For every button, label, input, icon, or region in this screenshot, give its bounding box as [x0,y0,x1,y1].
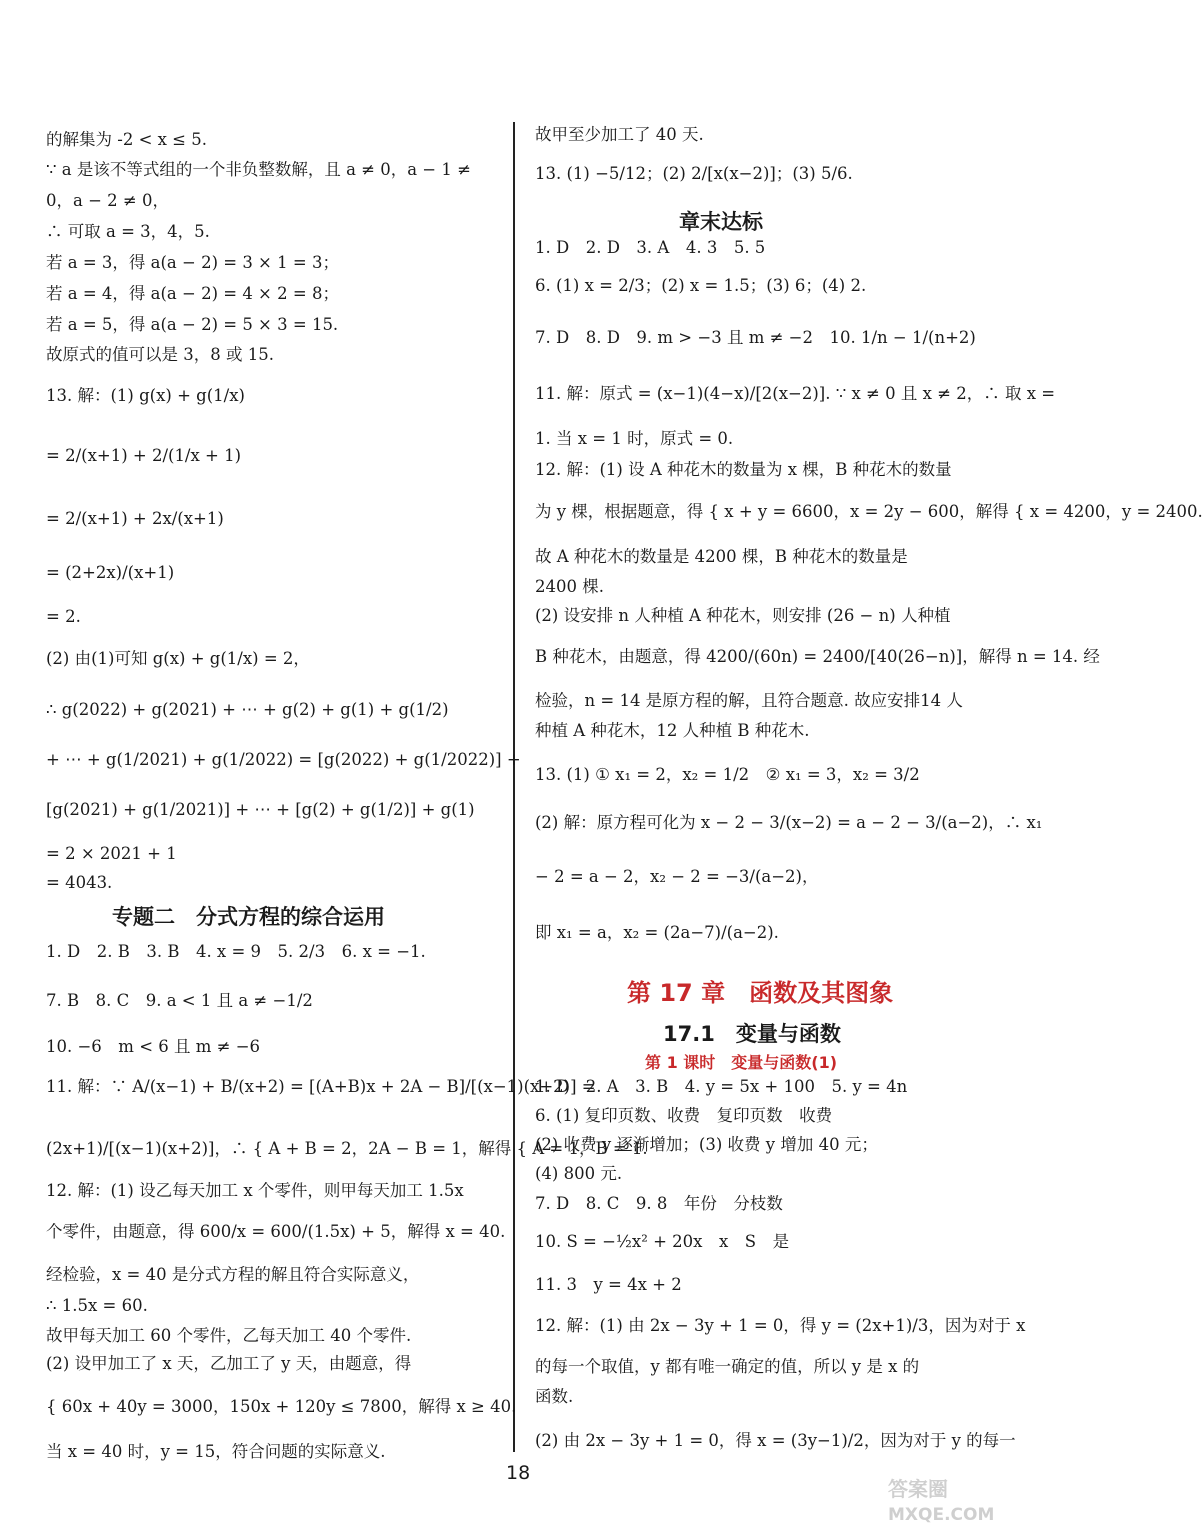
answer-line: 7. B 8. C 9. a < 1 且 a ≠ −1/2 [46,991,313,1010]
answer-line: 11. 解：原式 = (x−1)(4−x)/[2(x−2)]. ∵ x ≠ 0 且 x ≠ 2，∴ 取 x = [535,384,1056,403]
answer-line: 检验，n = 14 是原方程的解，且符合题意. 故应安排14 人 [535,691,963,710]
page-number: 18 [506,1462,531,1484]
answer-line: B 种花木，由题意，得 4200/(60n) = 2400/[40(26−n)]，解得 n = 14. 经 [535,647,1100,666]
answer-line: 故 A 种花木的数量是 4200 棵，B 种花木的数量是 [535,547,908,566]
answer-line: (2x+1)/[(x−1)(x+2)]，∴ { A + B = 2，2A − B = 1，解得 { A = 1，B = 1. [46,1139,648,1158]
text-line: 13. 解：(1) g(x) + g(1/x) [46,386,245,405]
answer-line: 为 y 棵，根据题意，得 { x + y = 6600，x = 2y − 600，解得 { x = 4200，y = 2400. [535,502,1203,521]
equation-line: ∴ g(2022) + g(2021) + ⋯ + g(2) + g(1) + g(1/2) [46,700,449,719]
answer-line: { 60x + 40y = 3000，150x + 120y ≤ 7800，解得 x ≥ 40. [46,1397,517,1416]
watermark-bottom: MXQE.COM [888,1505,995,1525]
section-title: 章末达标 [679,210,763,234]
answer-line: (2) 设甲加工了 x 天，乙加工了 y 天，由题意，得 [46,1354,412,1373]
answer-line: 6. (1) 复印页数、收费 复印页数 收费 [535,1106,833,1125]
text-line: 若 a = 3，得 a(a − 2) = 3 × 1 = 3； [46,253,339,272]
answer-line: (2) 由 2x − 3y + 1 = 0，得 x = (3y−1)/2，因为对于 y 的每一 [535,1431,1016,1450]
lesson-title: 17.1 变量与函数 [663,1022,841,1046]
answer-line: (2) 设安排 n 人种植 A 种花木，则安排 (26 − n) 人种植 [535,606,951,625]
text-line: ∵ a 是该不等式组的一个非负整数解，且 a ≠ 0，a − 1 ≠ [46,160,471,179]
answer-line: 个零件，由题意，得 600/x = 600/(1.5x) + 5，解得 x = 40. [46,1222,506,1241]
watermark-logo [884,1474,1004,1526]
text-line: 故甲至少加工了 40 天. [535,125,704,144]
answer-line: 6. (1) x = 2/3；(2) x = 1.5；(3) 6；(4) 2. [535,276,867,295]
answer-line: 的每一个取值，y 都有唯一确定的值，所以 y 是 x 的 [535,1357,920,1376]
answer-line: 1. 当 x = 1 时，原式 = 0. [535,429,734,448]
equation-line: = 2/(x+1) + 2/(1/x + 1) [46,446,242,465]
watermark-top: 答案圈 [888,1477,948,1501]
answer-line: 1. D 2. B 3. B 4. x = 9 5. 2/3 6. x = −1. [46,942,426,961]
answer-line: 12. 解：(1) 设 A 种花木的数量为 x 棵，B 种花木的数量 [535,460,952,479]
text-line: (2) 由(1)可知 g(x) + g(1/x) = 2， [46,649,310,668]
answer-line: 12. 解：(1) 设乙每天加工 x 个零件，则甲每天加工 1.5x [46,1181,464,1200]
equation-line: = (2+2x)/(x+1) [46,563,175,582]
lesson-subtitle: 第 1 课时 变量与函数(1) [645,1053,838,1072]
answer-line: 11. 解：∵ A/(x−1) + B/(x+2) = [(A+B)x + 2A − B]/[(x−1)(x+2)] = [46,1077,596,1096]
answer-line: 1. D 2. A 3. B 4. y = 5x + 100 5. y = 4n [535,1077,908,1096]
equation-line: = 2 × 2021 + 1 [46,844,177,863]
text-line: 13. (1) −5/12；(2) 2/[x(x−2)]；(3) 5/6. [535,164,853,183]
section-title: 专题二 分式方程的综合运用 [112,905,385,929]
answer-line: 函数. [535,1387,574,1406]
answer-line: 当 x = 40 时，y = 15，符合问题的实际意义. [46,1442,386,1461]
answer-line: 2400 棵. [535,577,604,596]
equation-line: [g(2021) + g(1/2021)] + ⋯ + [g(2) + g(1/2)] + g(1) [46,800,475,819]
text-line: 0，a − 2 ≠ 0， [46,191,169,210]
answer-line: − 2 = a − 2，x₂ − 2 = −3/(a−2)， [535,867,819,886]
chapter-title: 第 17 章 函数及其图象 [627,979,894,1007]
answer-line: 经检验，x = 40 是分式方程的解且符合实际意义， [46,1265,420,1284]
text-line: ∴ 可取 a = 3，4，5. [46,222,210,241]
equation-line: = 2. [46,607,81,626]
answer-line: 1. D 2. D 3. A 4. 3 5. 5 [535,238,766,257]
answer-line: ∴ 1.5x = 60. [46,1296,148,1315]
answer-line: 7. D 8. D 9. m > −3 且 m ≠ −2 10. 1/n − 1/(n+2) [535,328,976,347]
text-line: 的解集为 -2 < x ≤ 5. [46,130,207,149]
answer-line: 10. S = −½x² + 20x x S 是 [535,1232,790,1251]
equation-line: = 2/(x+1) + 2x/(x+1) [46,509,224,528]
text-line: 若 a = 5，得 a(a − 2) = 5 × 3 = 15. [46,315,339,334]
answer-line: (2) 收费 y 逐渐增加；(3) 收费 y 增加 40 元； [535,1135,878,1154]
answer-line: 7. D 8. C 9. 8 年份 分枝数 [535,1194,783,1213]
answer-line: (4) 800 元. [535,1164,623,1183]
answer-line: 11. 3 y = 4x + 2 [535,1275,682,1294]
text-line: 故原式的值可以是 3，8 或 15. [46,345,274,364]
answer-line: 10. −6 m < 6 且 m ≠ −6 [46,1037,261,1056]
answer-line: (2) 解：原方程可化为 x − 2 − 3/(x−2) = a − 2 − 3/(a−2)，∴ x₁ [535,813,1043,832]
equation-line: + ⋯ + g(1/2021) + g(1/2022) = [g(2022) + g(1/2022)] + [46,750,521,769]
equation-line: = 4043. [46,873,113,892]
answer-line: 种植 A 种花木，12 人种植 B 种花木. [535,721,810,740]
answer-line: 故甲每天加工 60 个零件，乙每天加工 40 个零件. [46,1326,412,1345]
answer-line: 13. (1) ① x₁ = 2，x₂ = 1/2 ② x₁ = 3，x₂ = 3/2 [535,765,920,784]
answer-line: 即 x₁ = a，x₂ = (2a−7)/(a−2). [535,923,779,942]
text-line: 若 a = 4，得 a(a − 2) = 4 × 2 = 8； [46,284,339,303]
answer-line: 12. 解：(1) 由 2x − 3y + 1 = 0，得 y = (2x+1)/3，因为对于 x [535,1316,1026,1335]
column-divider [513,122,515,1452]
